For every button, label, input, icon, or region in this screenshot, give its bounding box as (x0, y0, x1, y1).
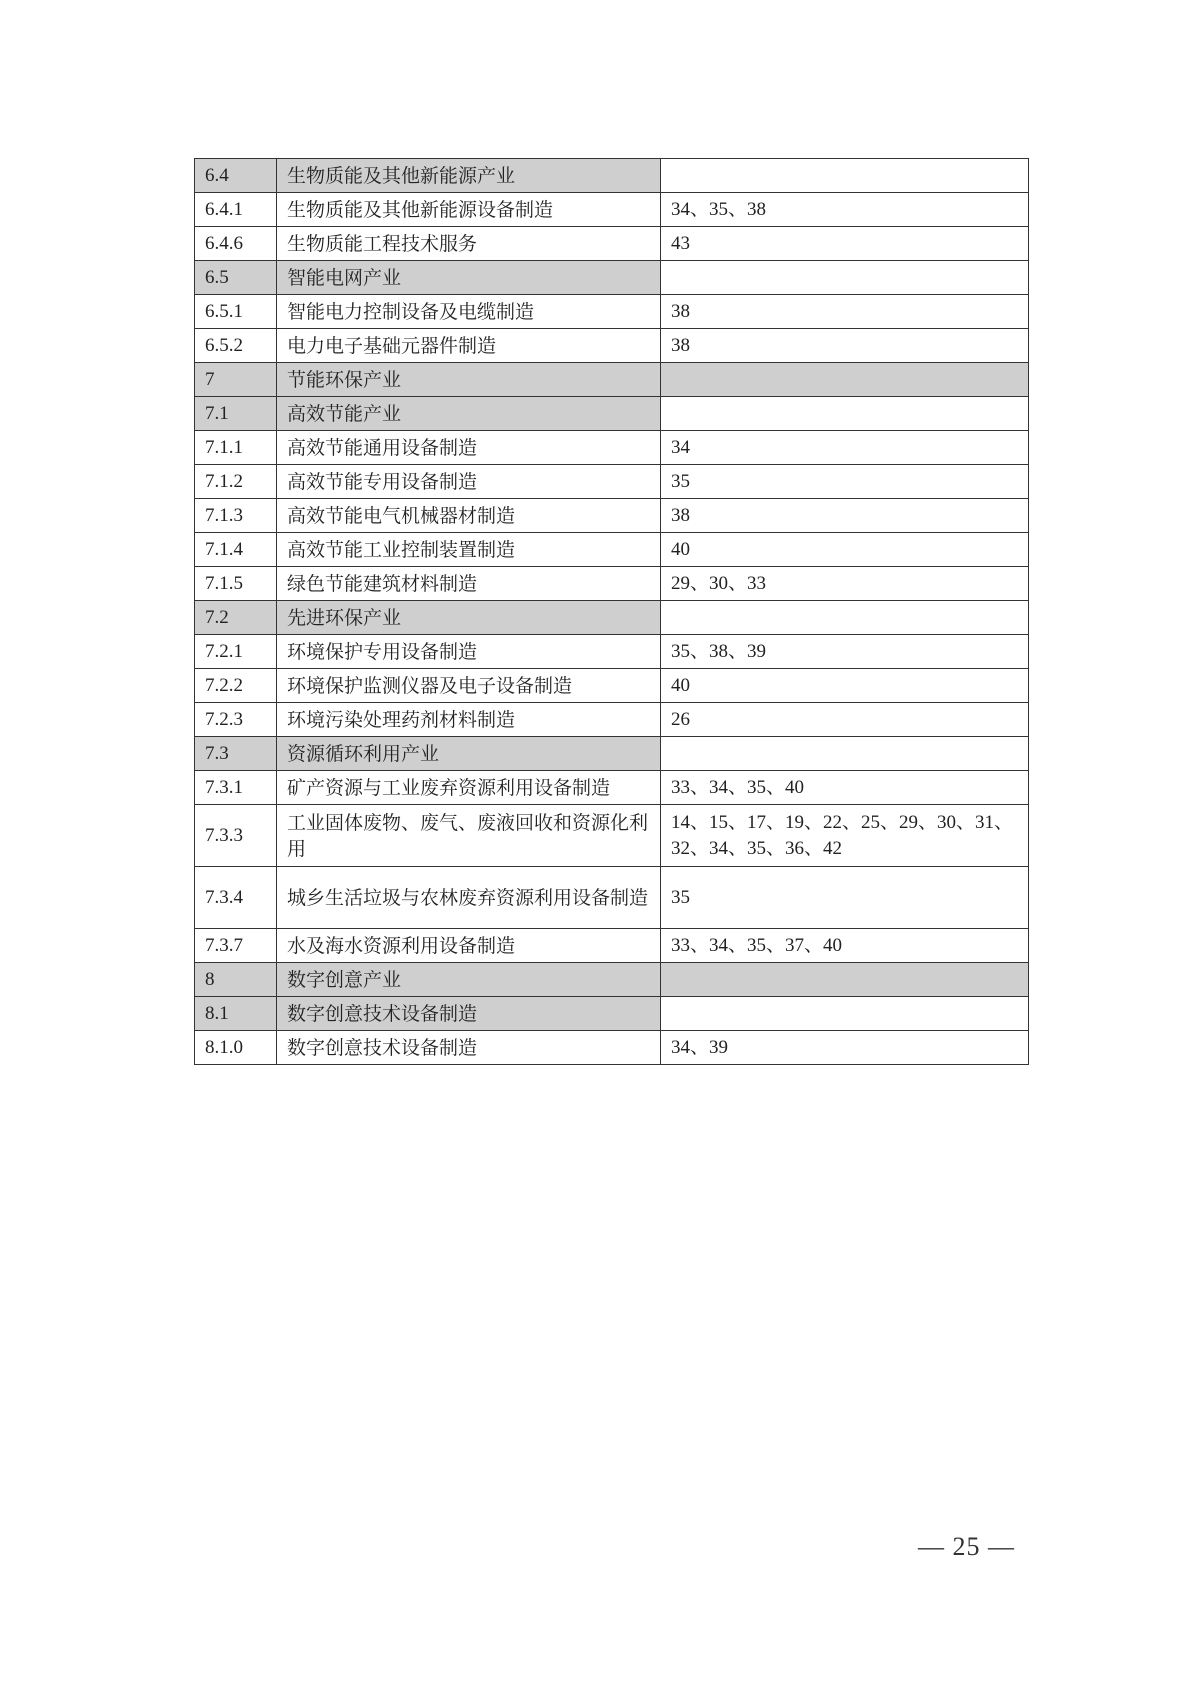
table-row (195, 465, 1029, 499)
industry-codes-cell: 14、15、17、19、22、25、29、30、31、32、34、35、36、42 (661, 805, 1029, 867)
industry-codes-cell: 33、34、35、37、40 (661, 929, 1029, 963)
industry-codes-cell: 29、30、33 (661, 567, 1029, 601)
industry-codes-cell: 40 (661, 669, 1029, 703)
category-code-cell: 7.1.5 (195, 567, 277, 601)
table-body (195, 159, 1029, 1065)
section-header-row (195, 159, 1029, 193)
category-name-cell: 高效节能专用设备制造 (277, 465, 661, 499)
category-code-cell: 7.1 (195, 397, 277, 431)
category-code-cell: 6.5.2 (195, 329, 277, 363)
category-name-cell: 环境保护监测仪器及电子设备制造 (277, 669, 661, 703)
category-code-cell: 6.5 (195, 261, 277, 295)
industry-codes-cell: 43 (661, 227, 1029, 261)
industry-codes-cell: 35、38、39 (661, 635, 1029, 669)
industry-codes-cell: 38 (661, 329, 1029, 363)
table-row (195, 193, 1029, 227)
category-name-cell: 资源循环利用产业 (277, 737, 661, 771)
industry-codes-cell (661, 261, 1029, 295)
section-header-row (195, 397, 1029, 431)
category-name-cell: 生物质能工程技术服务 (277, 227, 661, 261)
category-code-cell: 7.2.3 (195, 703, 277, 737)
category-name-cell: 水及海水资源利用设备制造 (277, 929, 661, 963)
category-name-cell: 绿色节能建筑材料制造 (277, 567, 661, 601)
category-code-cell: 7.2.1 (195, 635, 277, 669)
category-code-cell: 7.2.2 (195, 669, 277, 703)
category-name-cell: 智能电网产业 (277, 261, 661, 295)
industry-codes-cell: 35 (661, 465, 1029, 499)
category-name-cell: 数字创意技术设备制造 (277, 997, 661, 1031)
industry-codes-cell: 33、34、35、40 (661, 771, 1029, 805)
industry-code-table (194, 158, 1029, 1065)
industry-codes-cell: 34、39 (661, 1031, 1029, 1065)
table-row (195, 635, 1029, 669)
table-row (195, 533, 1029, 567)
table-row (195, 329, 1029, 363)
table-row (195, 295, 1029, 329)
section-header-row (195, 601, 1029, 635)
industry-codes-cell: 38 (661, 499, 1029, 533)
category-name-cell: 生物质能及其他新能源设备制造 (277, 193, 661, 227)
category-name-cell: 电力电子基础元器件制造 (277, 329, 661, 363)
category-code-cell: 7.1.4 (195, 533, 277, 567)
industry-codes-cell (661, 397, 1029, 431)
industry-codes-cell (661, 997, 1029, 1031)
industry-codes-cell: 34、35、38 (661, 193, 1029, 227)
section-header-row (195, 963, 1029, 997)
section-header-row (195, 261, 1029, 295)
section-header-row (195, 737, 1029, 771)
category-name-cell: 城乡生活垃圾与农林废弃资源利用设备制造 (277, 867, 661, 929)
category-code-cell: 6.4 (195, 159, 277, 193)
section-header-row (195, 997, 1029, 1031)
category-name-cell: 环境保护专用设备制造 (277, 635, 661, 669)
page-number: — 25 — (918, 1532, 1015, 1561)
category-name-cell: 高效节能工业控制装置制造 (277, 533, 661, 567)
category-code-cell: 8 (195, 963, 277, 997)
category-code-cell: 7.1.1 (195, 431, 277, 465)
category-code-cell: 6.5.1 (195, 295, 277, 329)
table-row (195, 867, 1029, 929)
category-code-cell: 7.3.4 (195, 867, 277, 929)
table-row (195, 567, 1029, 601)
table-row (195, 771, 1029, 805)
category-code-cell: 7.2 (195, 601, 277, 635)
category-code-cell: 7.1.2 (195, 465, 277, 499)
category-name-cell: 高效节能电气机械器材制造 (277, 499, 661, 533)
industry-codes-cell: 38 (661, 295, 1029, 329)
table-row (195, 499, 1029, 533)
table-row (195, 227, 1029, 261)
section-header-row (195, 363, 1029, 397)
industry-codes-cell: 34 (661, 431, 1029, 465)
category-name-cell: 生物质能及其他新能源产业 (277, 159, 661, 193)
category-name-cell: 工业固体废物、废气、废液回收和资源化利用 (277, 805, 661, 867)
category-name-cell: 高效节能产业 (277, 397, 661, 431)
industry-codes-cell: 26 (661, 703, 1029, 737)
category-code-cell: 7.3.1 (195, 771, 277, 805)
industry-codes-cell (661, 601, 1029, 635)
category-code-cell: 7.3.7 (195, 929, 277, 963)
industry-codes-cell (661, 737, 1029, 771)
table-row (195, 805, 1029, 867)
category-code-cell: 7.3.3 (195, 805, 277, 867)
category-name-cell: 环境污染处理药剂材料制造 (277, 703, 661, 737)
table-row (195, 1031, 1029, 1065)
category-code-cell: 8.1.0 (195, 1031, 277, 1065)
category-name-cell: 数字创意技术设备制造 (277, 1031, 661, 1065)
category-code-cell: 7.1.3 (195, 499, 277, 533)
industry-codes-cell: 35 (661, 867, 1029, 929)
table-row (195, 703, 1029, 737)
category-name-cell: 先进环保产业 (277, 601, 661, 635)
category-code-cell: 6.4.1 (195, 193, 277, 227)
category-code-cell: 7.3 (195, 737, 277, 771)
category-name-cell: 数字创意产业 (277, 963, 661, 997)
category-name-cell: 节能环保产业 (277, 363, 661, 397)
table-row (195, 431, 1029, 465)
industry-codes-cell: 40 (661, 533, 1029, 567)
industry-codes-cell (661, 159, 1029, 193)
table-row (195, 669, 1029, 703)
industry-codes-cell (661, 963, 1029, 997)
category-code-cell: 6.4.6 (195, 227, 277, 261)
category-name-cell: 智能电力控制设备及电缆制造 (277, 295, 661, 329)
category-code-cell: 8.1 (195, 997, 277, 1031)
category-name-cell: 高效节能通用设备制造 (277, 431, 661, 465)
table-row (195, 929, 1029, 963)
industry-codes-cell (661, 363, 1029, 397)
category-name-cell: 矿产资源与工业废弃资源利用设备制造 (277, 771, 661, 805)
category-code-cell: 7 (195, 363, 277, 397)
